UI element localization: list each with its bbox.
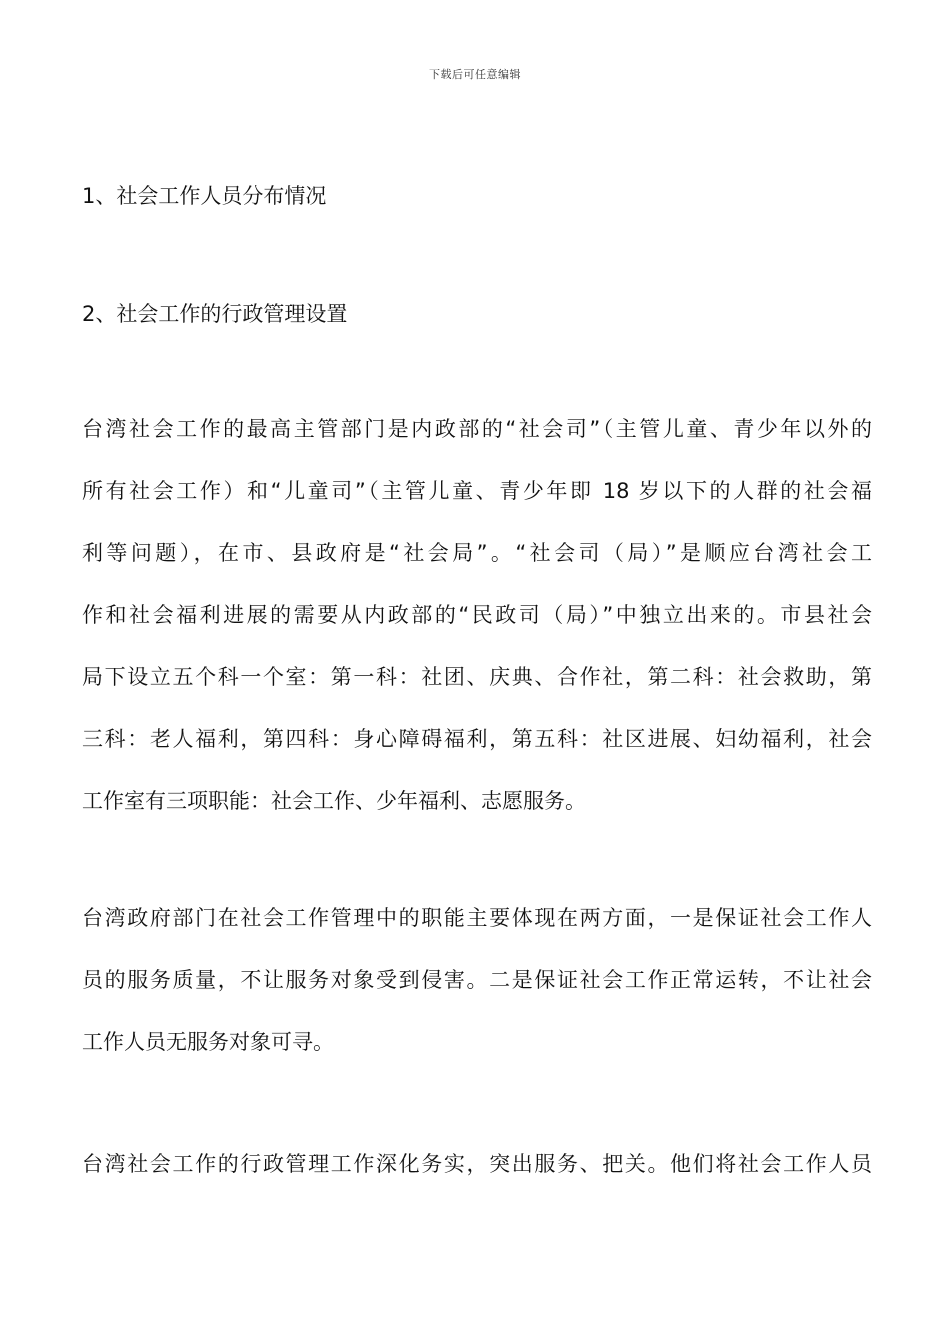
paragraph-line: 台湾社会工作的行政管理工作深化务实，突出服务、把关。他们将社会工作人员 [82,1152,872,1176]
paragraph-line: 局下设立五个科一个室：第一科：社团、庆典、合作社，第二科：社会救助，第 [82,665,872,689]
paragraph-line: 工作人员无服务对象可寻。 [82,1030,334,1054]
paragraph-line: 作和社会福利进展的需要从内政部的“民政司（局）”中独立出来的。市县社会 [82,603,872,627]
paragraph-line: 利等问题），在市、县政府是“社会局”。“社会司（局）”是顺应台湾社会工 [82,541,872,565]
section-heading-1: 1、社会工作人员分布情况 [82,184,327,208]
paragraph-line: 台湾政府部门在社会工作管理中的职能主要体现在两方面，一是保证社会工作人 [82,906,872,930]
paragraph-line: 员的服务质量，不让服务对象受到侵害。二是保证社会工作正常运转，不让社会 [82,968,872,992]
paragraph-government-functions [82,887,872,1073]
paragraph-line: 台湾社会工作的最高主管部门是内政部的“社会司”（主管儿童、青少年以外的 [82,417,872,441]
section-heading-2: 2、社会工作的行政管理设置 [82,302,348,326]
paragraph-line: 三科：老人福利，第四科：身心障碍福利，第五科：社区进展、妇幼福利，社会 [82,727,872,751]
paragraph-admin-structure [82,398,872,832]
paragraph-admin-practice [82,1133,872,1195]
paragraph-line: 所有社会工作）和“儿童司”（主管儿童、青少年即 18 岁以下的人群的社会福 [82,479,872,503]
paragraph-line: 工作室有三项职能：社会工作、少年福利、志愿服务。 [82,789,586,813]
page-header: 下载后可任意编辑 [429,68,521,81]
